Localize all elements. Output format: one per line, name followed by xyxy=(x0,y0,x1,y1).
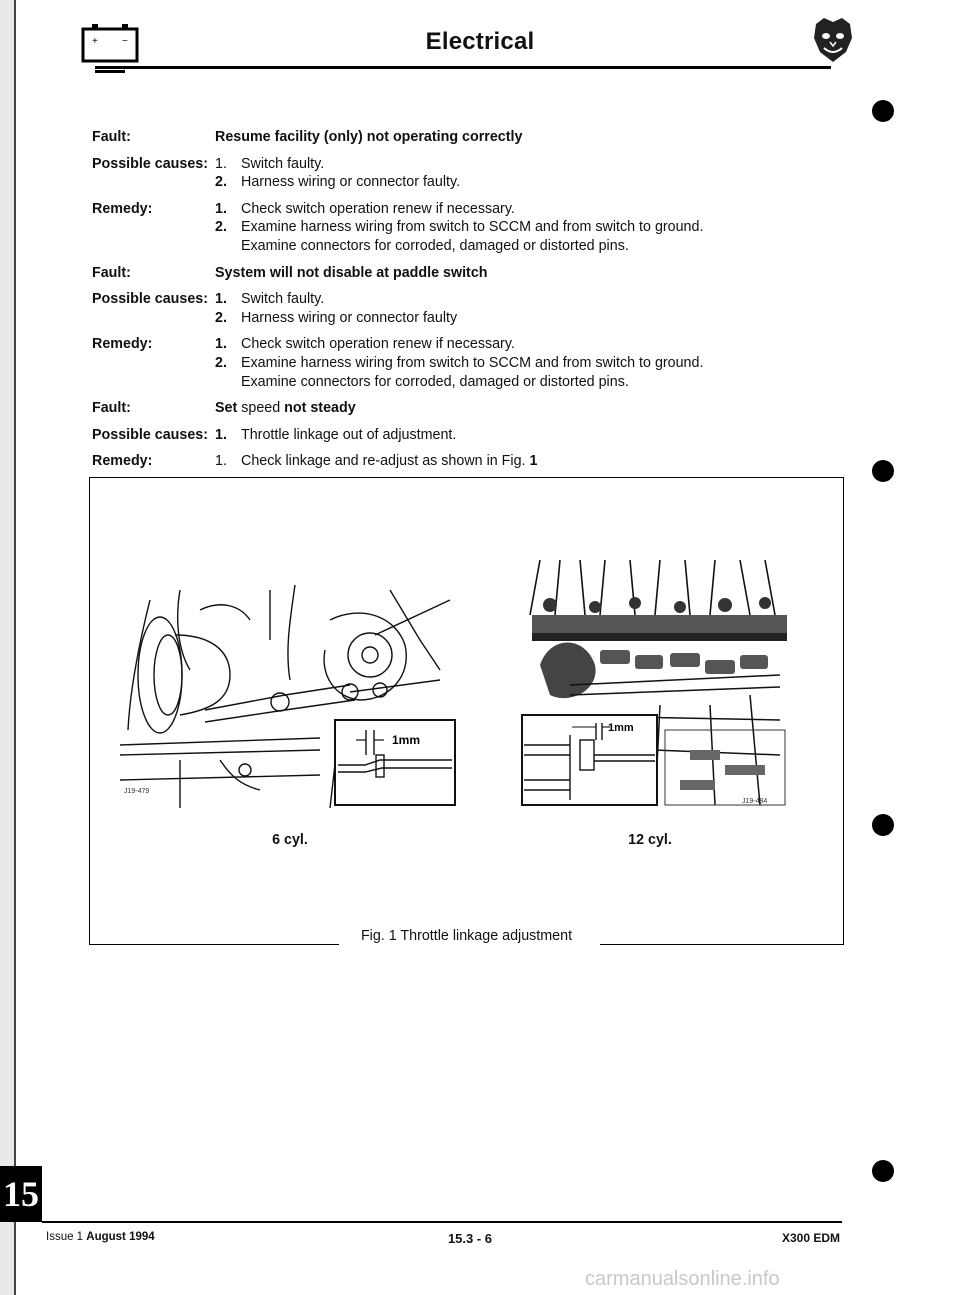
list-item: 1. Check linkage and re-adjust as shown in Fig. 1 xyxy=(215,453,538,470)
binding-hole xyxy=(872,1160,894,1182)
footer-issue: Issue 1 August 1994 xyxy=(46,1231,155,1243)
remedy-label: Remedy: xyxy=(92,200,153,217)
list-item: 2. Examine harness wiring from switch to SCCM and from switch to ground. xyxy=(215,219,704,236)
svg-text:+: + xyxy=(92,36,98,47)
dimension-label: 1mm xyxy=(608,722,634,734)
header-rule xyxy=(95,66,831,69)
svg-text:−: − xyxy=(122,36,128,47)
fault-row xyxy=(92,264,812,283)
watermark: carmanualsonline.info xyxy=(585,1268,780,1290)
remedy-label: Remedy: xyxy=(92,453,153,470)
causes-label: Possible causes: xyxy=(92,426,209,443)
left-margin-shade xyxy=(0,0,14,1295)
list-item: 1. Switch faulty. xyxy=(215,155,325,172)
binding-hole xyxy=(872,100,894,122)
binding-hole xyxy=(872,460,894,482)
fault-title: Set speed not steady xyxy=(215,400,356,417)
figure-ref: J19-479 xyxy=(124,788,150,795)
fault-label: Fault: xyxy=(92,400,131,417)
list-item: 2. Harness wiring or connector faulty. xyxy=(215,174,461,191)
causes-row xyxy=(92,290,812,327)
list-item: 2. Examine harness wiring from switch to SCCM and from switch to ground. xyxy=(215,354,704,371)
throttle-linkage-12cyl-illustration xyxy=(510,555,790,810)
fault-title: Resume facility (only) not operating correctly xyxy=(215,129,523,145)
section-tab: 15 xyxy=(0,1166,42,1222)
header-rule-accent xyxy=(95,70,125,73)
page-title: Electrical xyxy=(425,28,535,55)
jaguar-head-icon xyxy=(810,16,856,64)
causes-row xyxy=(92,155,812,192)
left-margin-rule xyxy=(14,0,16,1295)
fault-row xyxy=(92,128,812,147)
list-item-continuation: Examine connectors for corroded, damaged or distorted pins. xyxy=(241,373,629,390)
figure-caption: Fig. 1 Throttle linkage adjustment xyxy=(360,928,573,944)
footer-page-number: 15.3 - 6 xyxy=(447,1231,493,1246)
throttle-linkage-6cyl-illustration xyxy=(120,580,460,810)
fault-row xyxy=(92,399,812,418)
remedy-row xyxy=(92,200,812,256)
causes-row xyxy=(92,426,812,445)
binding-hole xyxy=(872,814,894,836)
footer-doc-id: X300 EDM xyxy=(781,1231,840,1245)
figure-ref: J19-484 xyxy=(742,798,768,805)
figure-frame xyxy=(89,477,844,478)
fault-table xyxy=(92,128,812,471)
causes-label: Possible causes: xyxy=(92,291,209,308)
causes-label: Possible causes: xyxy=(92,155,209,172)
remedy-row xyxy=(92,452,812,471)
fault-label: Fault: xyxy=(92,129,131,145)
list-item: 1. Check switch operation renew if necessary. xyxy=(215,200,515,217)
figure-frame xyxy=(843,477,844,945)
list-item: 1. Check switch operation renew if necessary. xyxy=(215,336,515,353)
remedy-row xyxy=(92,335,812,391)
figure-label-6cyl: 6 cyl. xyxy=(272,832,308,848)
figure-frame xyxy=(89,477,90,945)
fault-label: Fault: xyxy=(92,264,131,281)
remedy-label: Remedy: xyxy=(92,336,153,353)
figure-frame xyxy=(600,944,844,945)
list-item: 2. Harness wiring or connector faulty xyxy=(215,309,458,326)
list-item-continuation: Examine connectors for corroded, damaged or distorted pins. xyxy=(241,237,629,254)
list-item: 1. Throttle linkage out of adjustment. xyxy=(215,426,457,443)
figure-label-12cyl: 12 cyl. xyxy=(628,832,672,848)
fault-title: System will not disable at paddle switch xyxy=(215,264,488,281)
dimension-label: 1mm xyxy=(392,733,421,747)
figure-frame xyxy=(89,944,339,945)
list-item: 1. Switch faulty. xyxy=(215,291,325,308)
footer-rule xyxy=(42,1221,842,1223)
